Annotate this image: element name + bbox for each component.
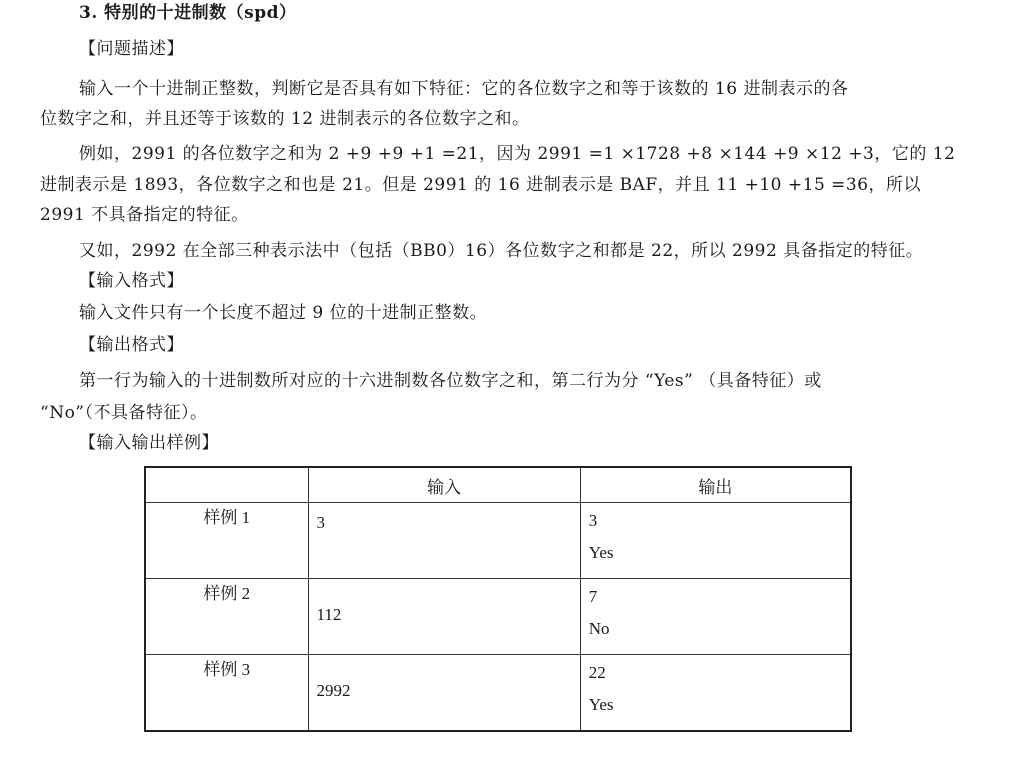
- header-output: 输出: [580, 467, 851, 503]
- sample-input: 2992: [316, 681, 351, 700]
- sample-io-table: [144, 466, 852, 732]
- sample-heading: 【输入输出样例】: [79, 433, 219, 453]
- description-heading: 【问题描述】: [79, 39, 184, 59]
- sample-output-line-1: 3: [588, 511, 598, 530]
- input-format-heading: 【输入格式】: [79, 271, 184, 291]
- sample-input: 3: [316, 513, 326, 532]
- sample-output-line-1: 7: [588, 587, 598, 606]
- output-format-line-1: 第一行为输入的十进制数所对应的十六进制数各位数字之和，第二行为分 “Yes” （具备特征）或: [79, 371, 822, 391]
- sample-label: 样例 1: [145, 503, 308, 579]
- table-header-row: [145, 467, 851, 503]
- input-format-text: 输入文件只有一个长度不超过 9 位的十进制正整数。: [79, 303, 488, 323]
- sample-output-line-2: Yes: [588, 695, 614, 714]
- description-line-6: 又如，2992 在全部三种表示法中（包括（BB0）16）各位数字之和都是 22，所以 2992 具备指定的特征。: [79, 241, 924, 261]
- header-empty: [145, 467, 308, 503]
- sample-output-line-2: No: [588, 619, 610, 638]
- description-line-1: 输入一个十进制正整数，判断它是否具有如下特征：它的各位数字之和等于该数的 16 进制表示的各: [79, 79, 849, 99]
- table-row: [145, 579, 851, 655]
- sample-label: 样例 3: [145, 655, 308, 732]
- sample-output-cell: [580, 503, 851, 579]
- description-line-4: 进制表示是 1893，各位数字之和也是 21。但是 2991 的 16 进制表示是 BAF，并且 11 +10 +15 =36，所以: [40, 175, 922, 195]
- description-line-3: 例如，2991 的各位数字之和为 2 +9 +9 +1 =21，因为 2991 =1 ×1728 +8 ×144 +9 ×12 +3，它的 12: [79, 144, 956, 164]
- sample-input-cell: [308, 655, 580, 732]
- sample-input-cell: [308, 579, 580, 655]
- sample-label: 样例 2: [145, 579, 308, 655]
- description-line-2: 位数字之和，并且还等于该数的 12 进制表示的各位数字之和。: [40, 109, 530, 129]
- sample-output-line-1: 22: [588, 663, 606, 682]
- sample-output-cell: [580, 655, 851, 732]
- sample-output-cell: [580, 579, 851, 655]
- output-format-line-2: “No”（不具备特征）。: [40, 403, 208, 423]
- table-row: [145, 503, 851, 579]
- problem-title: 3. 特别的十进制数（spd）: [79, 3, 297, 23]
- output-format-heading: 【输出格式】: [79, 335, 184, 355]
- sample-input: 112: [316, 605, 342, 624]
- table-row: [145, 655, 851, 732]
- sample-input-cell: [308, 503, 580, 579]
- header-input: 输入: [308, 467, 580, 503]
- description-line-5: 2991 不具备指定的特征。: [40, 205, 249, 225]
- sample-output-line-2: Yes: [588, 543, 614, 562]
